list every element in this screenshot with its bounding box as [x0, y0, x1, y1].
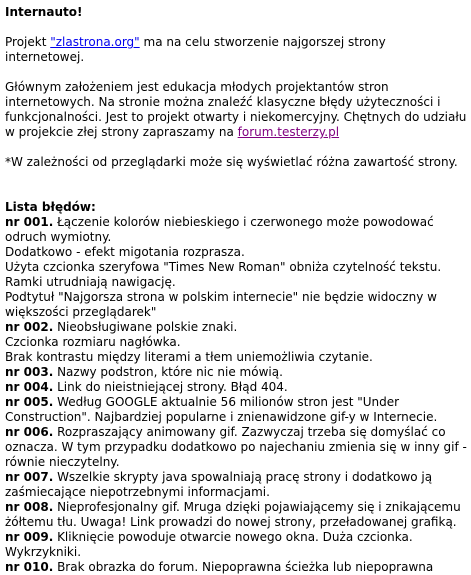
error-item-line	[5, 290, 467, 320]
intro-paragraph	[5, 35, 467, 65]
error-description: Nieprofesjonalny gif. Mruga dzięki pojawiającemy się i znikającemu żółtemu tłu. Uwaga! Link prowadzi do nowej strony, przeładowanej grafiką.	[5, 500, 461, 529]
about-paragraph	[5, 80, 467, 140]
error-number: nr 003.	[5, 365, 54, 379]
error-item-line	[5, 245, 467, 260]
error-number: nr 009.	[5, 530, 54, 544]
error-number: nr 008.	[5, 500, 54, 514]
error-number: nr 005.	[5, 395, 54, 409]
error-list	[5, 215, 467, 575]
error-description: Brak obrazka do forum. Niepoprawna ścieżka lub niepoprawna	[53, 560, 434, 574]
error-description: Brak kontrastu między literami a tłem uniemożliwia czytanie.	[5, 350, 373, 364]
spacer	[5, 185, 467, 200]
error-description: Nazwy podstron, które nic nie mówią.	[53, 365, 283, 379]
error-number: nr 006.	[5, 425, 54, 439]
error-number: nr 010.	[5, 560, 54, 574]
intro-prefix: Projekt	[5, 35, 51, 49]
error-description: Link do nieistniejącej strony. Błąd 404.	[53, 380, 288, 394]
error-item-line	[5, 365, 467, 380]
forum-link[interactable]: forum.testerzy.pl	[237, 125, 340, 139]
error-description: Nieobsługiwane polskie znaki.	[53, 320, 238, 334]
error-item-line	[5, 215, 467, 245]
error-item-line	[5, 380, 467, 395]
error-description: Dodatkowo - efekt migotania rozprasza.	[5, 245, 245, 259]
error-item-line	[5, 425, 467, 470]
error-description: Użyta czcionka szeryfowa "Times New Roman" obniża czytelność tekstu.	[5, 260, 442, 274]
error-item-line	[5, 530, 467, 560]
error-list-heading: Lista błędów:	[5, 200, 96, 214]
about-text: Głównym założeniem jest edukacja młodych projektantów stron internetowych. Na stronie można znaleźć klasyczne błędy użyteczności i funkcjonalności. Jest to projekt otwarty i niekomercyjny. Chętnych do udziału w projekcie złej strony zapraszamy na	[5, 80, 467, 139]
error-item-line	[5, 500, 467, 530]
page-content	[5, 5, 467, 575]
error-item-line	[5, 350, 467, 365]
error-item-line	[5, 560, 467, 575]
error-number: nr 002.	[5, 320, 54, 334]
intro-suffix: ma na celu stworzenie najgorszej strony internetowej.	[5, 35, 386, 64]
error-description: Wszelkie skrypty java spowalniają pracę strony i dodatkowo ją zaśmiecające niepotrzebnymi informacjami.	[5, 470, 433, 499]
page-title: Internauto!	[5, 5, 83, 19]
error-description: Według GOOGLE aktualnie 56 milionów stron jest "Under Construction". Najbardziej popularne i znienawidzone gif-y w Internecie.	[5, 395, 438, 424]
zlastrona-link[interactable]: "zlastrona.org"	[50, 35, 140, 49]
error-item-line	[5, 275, 467, 290]
error-item-line	[5, 320, 467, 335]
error-number: nr 004.	[5, 380, 54, 394]
error-description: Ramki utrudniają nawigację.	[5, 275, 176, 289]
browser-note: *W zależności od przeglądarki może się wyświetlać różna zawartość strony.	[5, 155, 458, 169]
error-number: nr 001.	[5, 215, 54, 229]
error-number: nr 007.	[5, 470, 54, 484]
error-description: Łączenie kolorów niebieskiego i czerwonego może powodować odruch wymiotny.	[5, 215, 434, 244]
error-description: Podtytuł "Najgorsza strona w polskim internecie" nie będzie widoczny w większości przeglądarek"	[5, 290, 437, 319]
error-item-line	[5, 395, 467, 425]
error-item-line	[5, 470, 467, 500]
error-description: Rozpraszający animowany gif. Zazwyczaj trzeba się domyślać co oznacza. W tym przypadku dodatkowo po najechaniu zmienia się w inny gif - równie nieczytelny.	[5, 425, 467, 469]
error-item-line	[5, 260, 467, 275]
error-item-line	[5, 335, 467, 350]
error-description: Czcionka rozmiaru nagłówka.	[5, 335, 181, 349]
error-description: Kliknięcie powoduje otwarcie nowego okna. Duża czcionka. Wykrzykniki.	[5, 530, 413, 559]
